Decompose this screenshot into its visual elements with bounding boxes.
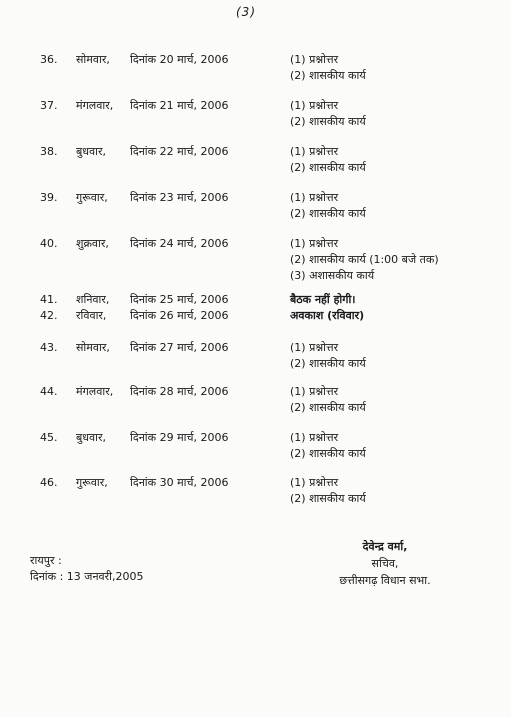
entry-day: शनिवार, [76,293,110,306]
business-item: (1) प्रश्नोत्तर [290,431,339,444]
signatory-title: सचिव, [371,557,399,570]
entry-number: 43. [40,341,58,354]
business-item: (1) प्रश्नोत्तर [290,99,339,112]
entry-number: 38. [40,145,58,158]
business-item: बैठक नहीं होगी। [290,293,356,306]
entry-date: दिनांक 26 मार्च, 2006 [130,309,229,322]
business-item: (2) शासकीय कार्य [290,69,366,82]
business-item: (2) शासकीय कार्य [290,401,366,414]
entry-date: दिनांक 24 मार्च, 2006 [130,237,229,250]
entry-number: 37. [40,99,58,112]
business-item: (2) शासकीय कार्य [290,357,366,370]
entry-day: रविवार, [76,309,107,322]
footer-date: दिनांक : 13 जनवरी,2005 [30,570,144,583]
business-item: (3) अशासकीय कार्य [290,269,375,282]
entry-day: मंगलवार, [76,99,114,112]
entry-day: बुधवार, [76,431,107,444]
entry-business-items [290,384,366,416]
entry-day: गुरूवार, [76,191,108,204]
page-number: (3) [236,5,256,19]
signatory-name: देवेन्द्र वर्मा, [362,540,408,553]
entry-business-items [290,292,355,308]
entry-day: सोमवार, [76,341,110,354]
business-item: (1) प्रश्नोत्तर [290,191,339,204]
business-item: (1) प्रश्नोत्तर [290,53,339,66]
entry-day: शुक्रवार, [76,237,109,250]
entry-business-items [290,236,439,284]
signatory-org: छत्तीसगढ़ विधान सभा. [339,574,431,587]
entry-business-items [290,430,366,462]
business-item: अवकाश (रविवार) [290,309,365,322]
entry-date: दिनांक 25 मार्च, 2006 [130,293,229,306]
entry-day: बुधवार, [76,145,107,158]
business-item: (1) प्रश्नोत्तर [290,476,339,489]
business-item: (2) शासकीय कार्य [290,492,366,505]
entry-date: दिनांक 22 मार्च, 2006 [130,145,229,158]
entry-day: सोमवार, [76,53,110,66]
entry-number: 39. [40,191,58,204]
business-item: (1) प्रश्नोत्तर [290,237,339,250]
entry-number: 36. [40,53,58,66]
entry-date: दिनांक 28 मार्च, 2006 [130,385,229,398]
entry-business-items [290,308,364,324]
entry-date: दिनांक 23 मार्च, 2006 [130,191,229,204]
entry-date: दिनांक 29 मार्च, 2006 [130,431,229,444]
business-item: (1) प्रश्नोत्तर [290,385,339,398]
entry-business-items [290,475,366,507]
business-item: (2) शासकीय कार्य [290,115,366,128]
entry-number: 45. [40,431,58,444]
entry-number: 41. [40,293,58,306]
business-item: (2) शासकीय कार्य [290,447,366,460]
entry-number: 46. [40,476,58,489]
entry-business-items [290,52,366,84]
entry-day: गुरूवार, [76,476,108,489]
entry-date: दिनांक 30 मार्च, 2006 [130,476,229,489]
business-item: (1) प्रश्नोत्तर [290,145,339,158]
entry-date: दिनांक 21 मार्च, 2006 [130,99,229,112]
entry-date: दिनांक 20 मार्च, 2006 [130,53,229,66]
entry-business-items [290,190,366,222]
entry-business-items [290,144,366,176]
entry-number: 40. [40,237,58,250]
entry-date: दिनांक 27 मार्च, 2006 [130,341,229,354]
business-item: (2) शासकीय कार्य (1:00 बजे तक) [290,253,439,266]
business-item: (1) प्रश्नोत्तर [290,341,339,354]
business-item: (2) शासकीय कार्य [290,207,366,220]
footer-place: रायपुर : [30,554,62,567]
business-item: (2) शासकीय कार्य [290,161,366,174]
entry-business-items [290,98,366,130]
entry-number: 42. [40,309,58,322]
entry-day: मंगलवार, [76,385,114,398]
footer-place-date [30,553,144,585]
entry-business-items [290,340,366,372]
entry-number: 44. [40,385,58,398]
signature-block [320,538,450,589]
